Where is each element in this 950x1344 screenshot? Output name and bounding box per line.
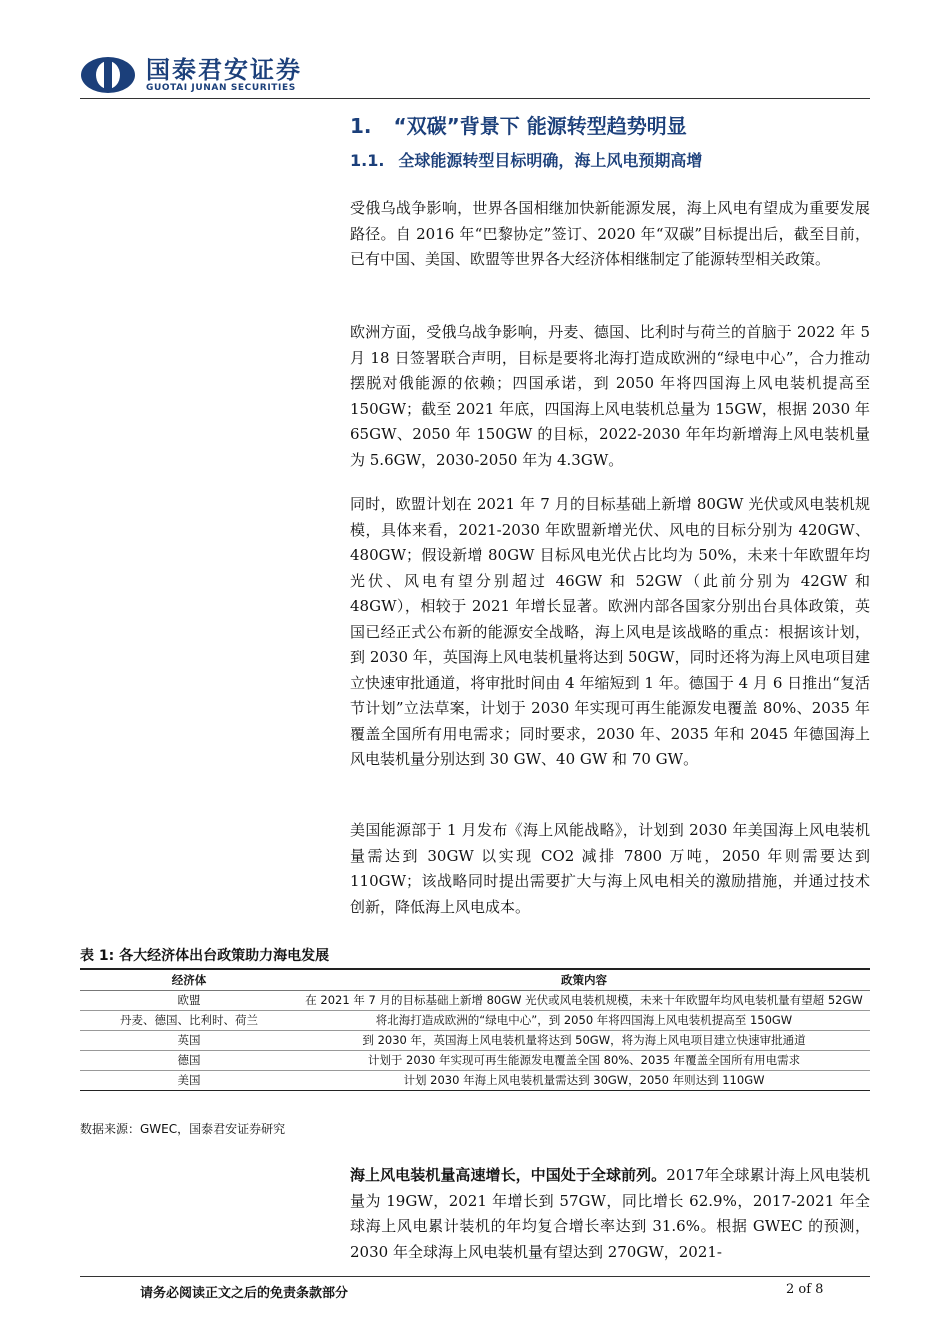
company-logo (80, 55, 302, 95)
footer-divider (80, 1276, 870, 1277)
paragraph-intro: 受俄乌战争影响，世界各国相继加快新能源发展，海上风电有望成为重要发展路径。自 2016 年“巴黎协定”签订、2020 年“双碳”目标提出后，截至目前，已有中国、美国、欧盟等世界各大经济体相继制定了能源转型相关政策。 (350, 199, 870, 268)
paragraph-eu-plan: 同时，欧盟计划在 2021 年 7 月的目标基础上新增 80GW 光伏或风电装机规模，具体来看，2021-2030 年欧盟新增光伏、风电的目标分别为 420GW、480GW；假设新增 80GW 目标风电光伏占比均为 50%，未来十年欧盟年均光伏、风电有望分别超过 46GW 和 52GW（此前分别为 42GW 和 48GW），相较于 2021 年增长显著。欧洲内部各国家分别出台具体政策，英国已经正式公布新的能源安全战略，海上风电是该战略的重点：根据该计划，到 2030 年，英国海上风电装机量将达到 50GW，同时还将为海上风电项目建立快速审批通道，将审批时间由 4 年缩短到 1 年。德国于 4 月 6 日推出“复活节计划”立法草案，计划于 2030 年实现可再生能源发电覆盖 80%、2035 年覆盖全国所有用电需求；同时要求，2030 年、2035 年和 2045 年德国海上风电装机量分别达到 30 GW、40 GW 和 70 GW。 (350, 495, 870, 768)
table-row (80, 1071, 870, 1091)
header-divider (80, 98, 870, 99)
page-number: 2 of 8 (786, 1282, 824, 1297)
section-heading (350, 110, 687, 139)
paragraph-europe: 欧洲方面，受俄乌战争影响，丹麦、德国、比利时与荷兰的首脑于 2022 年 5 月 18 日签署联合声明，目标是要将北海打造成欧洲的“绿电中心”，合力推动摆脱对俄能源的依赖；四国承诺，到 2050 年将四国海上风电装机提高至 150GW；截至 2021 年底，四国海上风电装机总量为 15GW，根据 2030 年 65GW、2050 年 150GW 的目标，2022-2030 年年均新增海上风电装机量为 5.6GW，2030-2050 年为 4.3GW。 (350, 323, 870, 469)
table-row (80, 991, 870, 1011)
table-cell-policy: 将北海打造成欧洲的“绿电中心”，到 2050 年将四国海上风电装机提高至 150GW (298, 1011, 870, 1031)
table-cell-economy: 美国 (80, 1071, 298, 1091)
paragraph-lead-bold: 海上风电装机量高速增长，中国处于全球前列。 (350, 1166, 667, 1184)
table-header-economy: 经济体 (80, 969, 298, 991)
table-header-policy: 政策内容 (298, 969, 870, 991)
paragraph-us: 美国能源部于 1 月发布《海上风能战略》，计划到 2030 年美国海上风电装机量需达到 30GW 以实现 CO2 减排 7800 万吨，2050 年则需要达到 110GW；该战略同时提出需要扩大与海上风电相关的激励措施，并通过技术创新，降低海上风电成本。 (350, 821, 870, 916)
table-source: 数据来源：GWEC，国泰君安证券研究 (80, 1122, 286, 1136)
table-cell-economy: 英国 (80, 1031, 298, 1051)
logo-chinese-name: 国泰君安证券 (146, 55, 302, 84)
table-cell-policy: 到 2030 年，英国海上风电装机量将达到 50GW，将为海上风电项目建立快速审批通道 (298, 1031, 870, 1051)
table-cell-economy: 丹麦、德国、比利时、荷兰 (80, 1011, 298, 1031)
subsection-heading (350, 148, 702, 171)
table-row (80, 1051, 870, 1071)
table-header-row (80, 969, 870, 991)
logo-english-name: GUOTAI JUNAN SECURITIES (146, 82, 296, 93)
table-cell-policy: 计划 2030 年海上风电装机量需达到 30GW，2050 年则达到 110GW (298, 1071, 870, 1091)
policy-table (80, 968, 870, 1091)
logo-mark-icon (80, 56, 136, 94)
table-row (80, 1031, 870, 1051)
section-number: 1. (350, 114, 372, 138)
paragraph-body: 2017年全球累计海上风电装机量为 19GW，2021 年增长到 57GW，同比增长 62.9%，2017-2021 年全球海上风电累计装机的年均复合增长率达到 31.6%。根据 GWEC 的预测，2030 年全球海上风电装机量有望达到 270GW，2021- (350, 1166, 870, 1261)
paragraph-offshore-growth (350, 1163, 870, 1265)
section-title: “双碳”背景下 能源转型趋势明显 (393, 114, 687, 138)
table-cell-economy: 德国 (80, 1051, 298, 1071)
table-cell-policy: 计划于 2030 年实现可再生能源发电覆盖全国 80%、2035 年覆盖全国所有用电需求 (298, 1051, 870, 1071)
subsection-number: 1.1. (350, 151, 385, 170)
table-row (80, 1011, 870, 1031)
table-title: 表 1: 各大经济体出台政策助力海电发展 (80, 948, 330, 964)
table-cell-policy: 在 2021 年 7 月的目标基础上新增 80GW 光伏或风电装机规模，未来十年欧盟年均风电装机量有望超 52GW (298, 991, 870, 1011)
footer-disclaimer: 请务必阅读正文之后的免责条款部分 (140, 1286, 349, 1301)
table-cell-economy: 欧盟 (80, 991, 298, 1011)
subsection-title: 全球能源转型目标明确，海上风电预期高增 (398, 151, 703, 170)
